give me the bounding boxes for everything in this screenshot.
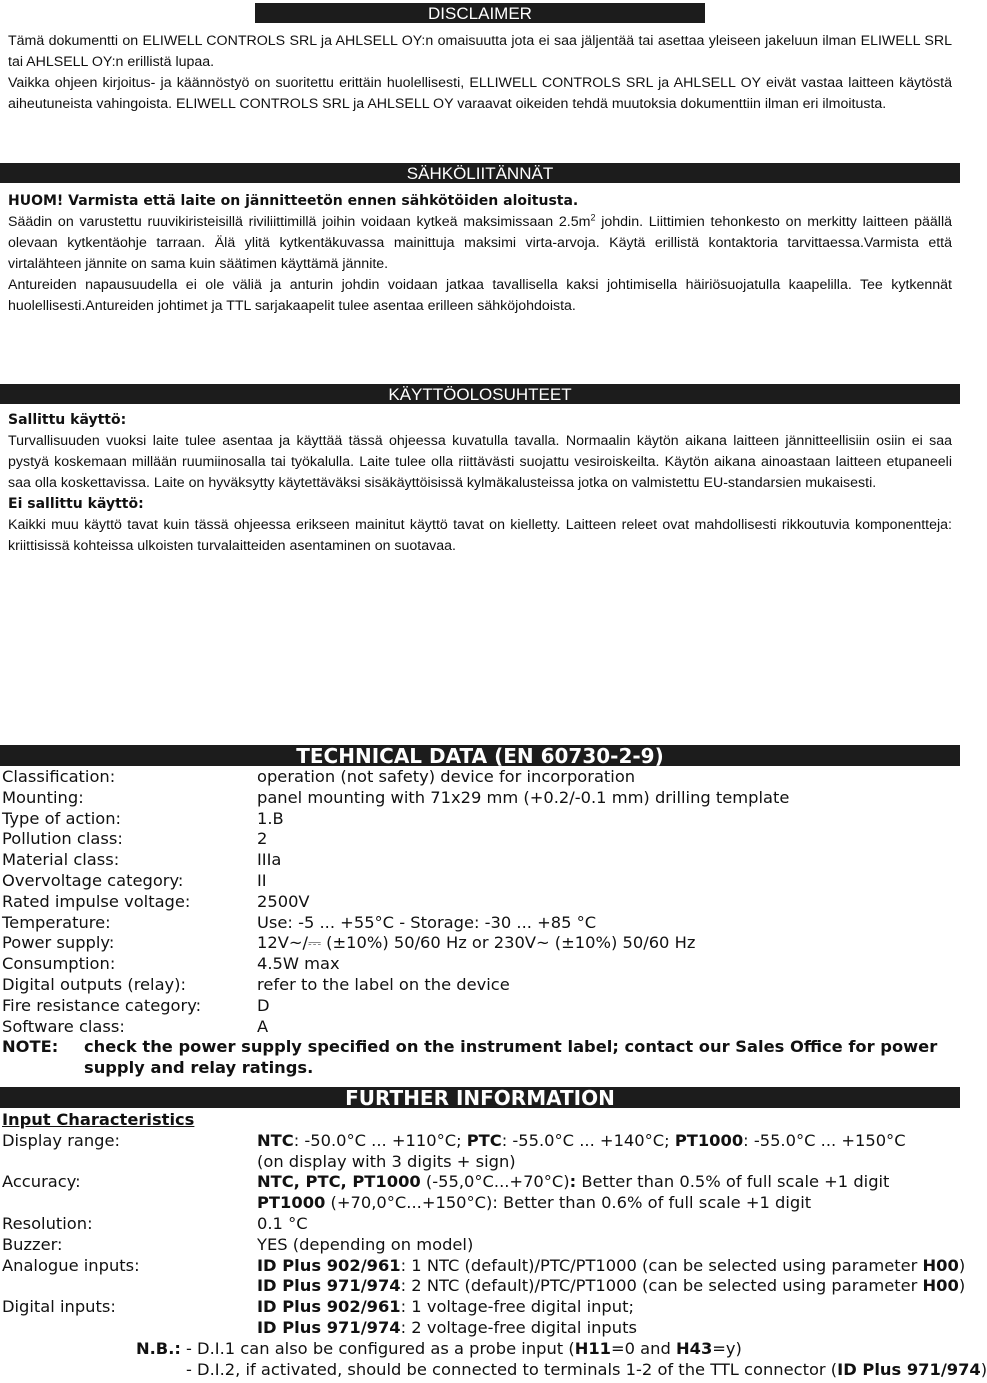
electrical-paragraph-2: Antureiden napausuudella ei ole väliä ja anturin johdin voidaan jatkaa tavallisella kaksi johtimisella häiriösuojatulla kaapelilla. Tee kytkennät huolellisesti.Antureiden johtimet ja TTL sarjakaapelit tulee asentaa erilleen sähköjohdoista.	[8, 277, 952, 314]
digital-inputs-row: Digital inputs: ID Plus 902/961: 1 voltage-free digital input;	[2, 1297, 634, 1317]
disclaimer-title: DISCLAIMER	[428, 4, 532, 23]
disclaimer-body	[8, 31, 952, 115]
tech-row-fire-resistance: Fire resistance category: D	[2, 995, 270, 1015]
tech-row-consumption: Consumption: 4.5W max	[2, 954, 340, 974]
input-characteristics-heading: Input Characteristics	[2, 1110, 195, 1129]
allowed-use-text: Turvallisuuden vuoksi laite tulee asentaa ja käyttää tässä ohjeessa kuvatulla tavalla. Normaalin käytön aikana laitteen jännitteellisiin osiin ei saa pystyä koskemaan millään ruumiinosalla tai työkalulla. Laite tulee olla riittävästi suojattu vesiroiskeilta. Käytön aikana ainoastaan laitteen etupaneeli saa olla koskettavissa. Laite on hyväksytty käytettäväksi sisäkäyttöisissä kylmäkalusteissa jotka on valmistettu EU-standarsien mukaisesti.	[8, 433, 952, 491]
tech-row-pollution-class: Pollution class: 2	[2, 829, 268, 849]
accuracy-row-2: PT1000 (+70,0°C...+150°C): Better than 0.6% of full scale +1 digit	[257, 1193, 812, 1213]
tech-row-overvoltage: Overvoltage category: II	[2, 870, 267, 890]
conditions-title: KÄYTTÖOLOSUHTEET	[388, 385, 572, 404]
analogue-inputs-row-2: ID Plus 971/974: 2 NTC (default)/PTC/PT1000 (can be selected using parameter H00)	[257, 1276, 966, 1296]
further-table	[2, 1110, 987, 1380]
forbidden-use-heading: Ei sallittu käyttö:	[8, 496, 144, 512]
tech-row-software-class: Software class: A	[2, 1016, 269, 1036]
tech-row-type-of-action: Type of action: 1.B	[2, 808, 284, 828]
electrical-warning: HUOM! Varmista että laite on jännitteetön ennen sähkötöiden aloitusta.	[8, 193, 579, 209]
tech-row-classification: Classification: operation (not safety) device for incorporation	[2, 767, 636, 786]
allowed-use-heading: Sallittu käyttö:	[8, 412, 127, 428]
technical-table	[2, 767, 960, 1079]
display-range-row: Display range: NTC: -50.0°C ... +110°C; PTC: -55.0°C ... +140°C; PT1000: -55.0°C ... +150°C	[2, 1130, 906, 1150]
nb-row-2: - D.I.2, if activated, should be connected to terminals 1-2 of the TTL connector (ID Plus 971/974)	[186, 1359, 987, 1379]
technical-title: TECHNICAL DATA (EN 60730-2-9)	[296, 744, 664, 768]
forbidden-use-text: Kaikki muu käyttö tavat kuin tässä ohjeessa erikseen mainitut käyttö tavat on kielletty. Laitteen releet ovat mahdollisesti rikkoutuvia komponentteja: kriittisissä kohteissa ulkoisten turvalaitteiden asentaminen on suotavaa.	[8, 517, 952, 554]
digital-inputs-row-2: ID Plus 971/974: 2 voltage-free digital inputs	[257, 1317, 637, 1337]
accuracy-row: Accuracy: NTC, PTC, PT1000 (-55,0°C...+70°C): Better than 0.5% of full scale +1 digit	[2, 1172, 890, 1192]
tech-row-digital-outputs: Digital outputs (relay): refer to the label on the device	[2, 974, 510, 994]
resolution-row: Resolution: 0.1 °C	[2, 1213, 308, 1233]
conditions-title-bar	[0, 384, 960, 404]
buzzer-row: Buzzer: YES (depending on model)	[2, 1234, 474, 1254]
electrical-body	[8, 191, 952, 317]
disclaimer-title-bar	[255, 3, 705, 23]
further-title-bar	[0, 1087, 960, 1108]
tech-row-power-supply: Power supply: 12V~/⎓ (±10%) 50/60 Hz or 230V~ (±10%) 50/60 Hz	[2, 933, 696, 953]
electrical-paragraph-1: Säädin on varustettu ruuvikiristeisillä riviliittimillä joihin voidaan kytkeä maksimissaan $2.5m^2$ johdin. Liittimien tehonkesto on merkitty laitteen päällä olevaan kytkentäohje tarraan. Älä ylitä kytkentäkuvassa mainittuja maksimi virta-arvoja. Käytä erillistä kontaktoria tarvittaessa.Varmista että virtalähteen jännite on sama kuin säätimen käyttämä jännite.	[8, 212, 952, 272]
disclaimer-paragraph-1: Tämä dokumentti on ELIWELL CONTROLS SRL ja AHLSELL OY:n omaisuutta jota ei saa jäljentää tai asettaa yleiseen jakeluun ilman ELIWELL SRL tai AHLSELL OY:n erillistä lupaa.	[8, 33, 952, 70]
tech-row-temperature: Temperature: Use: -5 ... +55°C - Storage: -30 ... +85 °C	[2, 912, 597, 932]
conditions-body	[8, 410, 952, 557]
further-title: FURTHER INFORMATION	[345, 1086, 615, 1110]
tech-row-material-class: Material class: IIIa	[2, 850, 282, 870]
tech-row-impulse-voltage: Rated impulse voltage: 2500V	[2, 891, 310, 911]
nb-row-1: N.B.: - D.I.1 can also be configured as a probe input (H11=0 and H43=y)	[136, 1338, 742, 1358]
technical-title-bar	[0, 745, 960, 766]
analogue-inputs-row: Analogue inputs: ID Plus 902/961: 1 NTC (default)/PTC/PT1000 (can be selected using parameter H00)	[2, 1255, 966, 1275]
electrical-title: SÄHKÖLIITÄNNÄT	[406, 164, 554, 183]
tech-note: NOTE: check the power supply specified on the instrument label; contact our Sales Office for power supply and relay ratings.	[2, 1037, 938, 1078]
disclaimer-paragraph-2: Vaikka ohjeen kirjoitus- ja käännöstyö on suoritettu erittäin huolellisesti, ELLIWELL CONTROLS SRL ja AHLSELL OY eivät vastaa laitteen käytöstä aiheutuneista vahingoista. ELIWELL CONTROLS SRL ja AHLSELL OY varaavat oikeiden tehdä muutoksia dokumenttiin ilman eri ilmoitusta.	[8, 75, 952, 112]
display-range-row-2: (on display with 3 digits + sign)	[257, 1151, 516, 1171]
tech-row-mounting: Mounting: panel mounting with 71x29 mm (+0.2/-0.1 mm) drilling template	[2, 787, 790, 807]
electrical-title-bar	[0, 163, 960, 183]
